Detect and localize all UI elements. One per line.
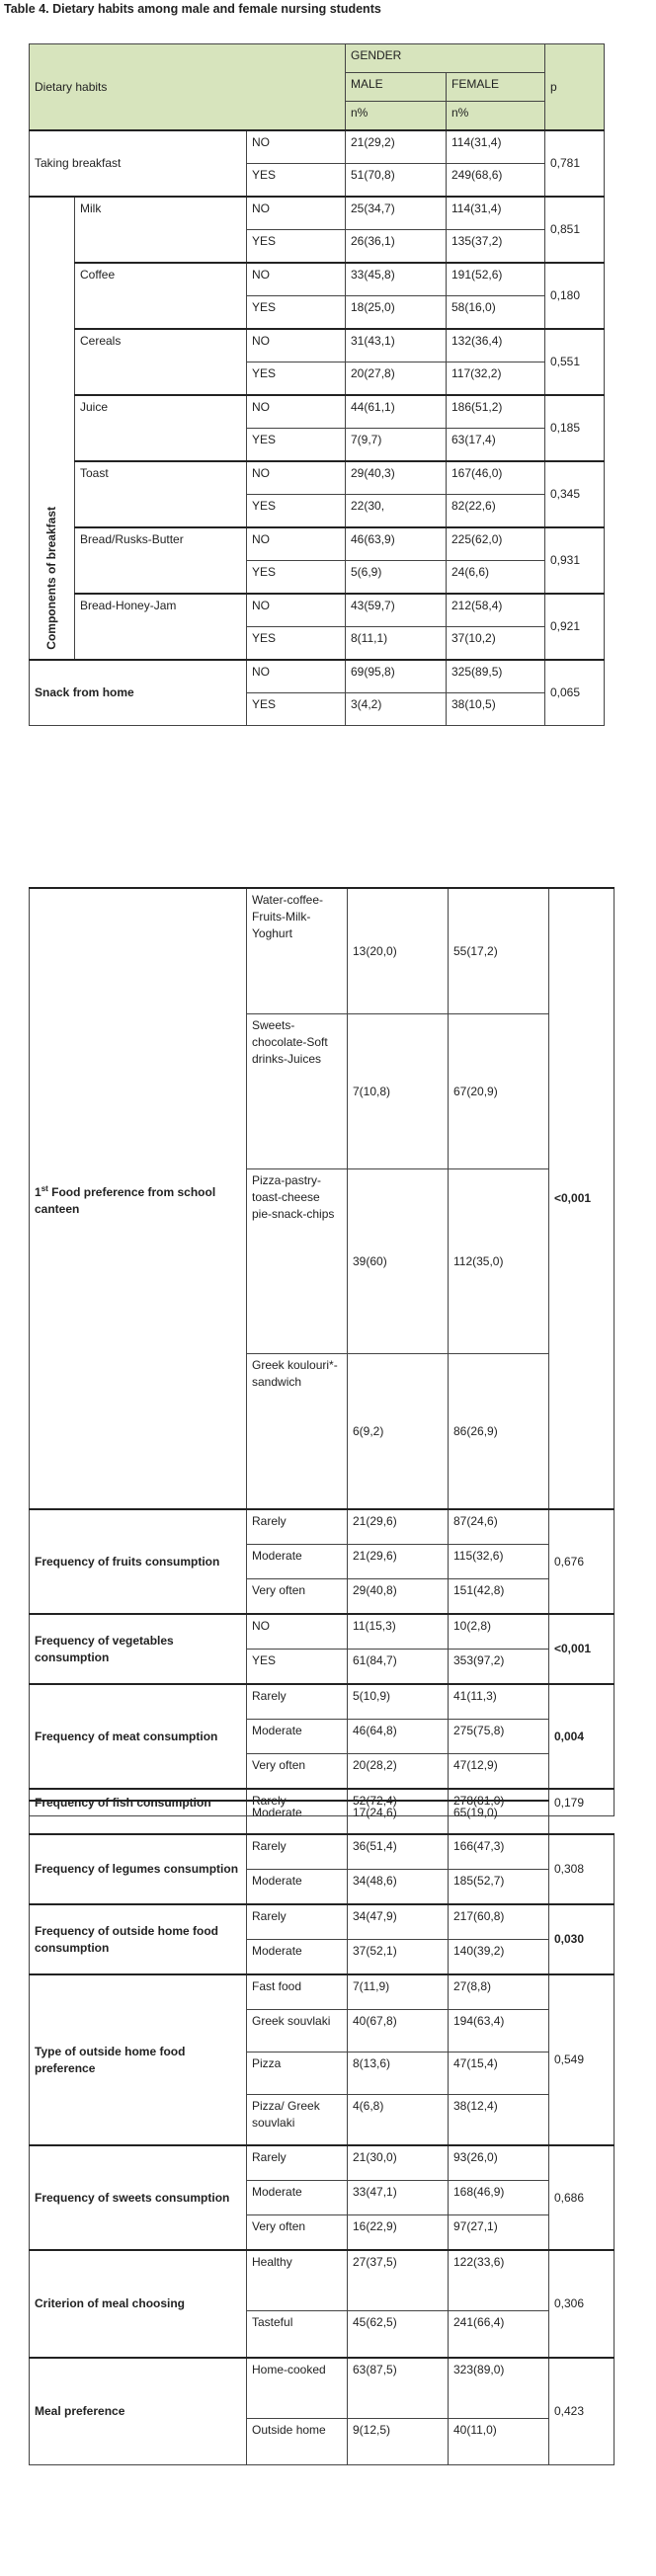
table-row <box>30 527 605 561</box>
row-label: Frequency of fish consumption <box>30 1789 247 1816</box>
row-label: Frequency of legumes consumption <box>30 1834 247 1904</box>
male-value: 16(22,9) <box>348 2215 449 2251</box>
female-value: 112(35,0) <box>449 1169 549 1354</box>
male-value: 39(60) <box>348 1169 449 1354</box>
answer-cell: Sweets-chocolate-Soft drinks-Juices <box>247 1014 348 1169</box>
answer-cell: NO <box>247 1614 348 1650</box>
answer-cell: YES <box>247 230 346 264</box>
female-value: 41(11,3) <box>449 1684 549 1720</box>
p-value: 0,921 <box>545 594 605 660</box>
answer-cell: Water-coffee-Fruits-Milk-Yoghurt <box>247 888 348 1014</box>
female-value: 58(16,0) <box>447 296 545 330</box>
p-value: 0,676 <box>549 1509 615 1614</box>
female-value: 212(58,4) <box>447 594 545 627</box>
p-value: 0,180 <box>545 263 605 329</box>
component-label: Cereals <box>75 329 247 395</box>
female-value: 55(17,2) <box>449 888 549 1014</box>
female-value: 241(66,4) <box>449 2311 549 2359</box>
row-label: Meal preference <box>30 2358 247 2465</box>
components-label-text: Components of breakfast <box>44 507 58 650</box>
table-row <box>30 197 605 230</box>
answer-cell: Rarely <box>247 1789 348 1816</box>
male-value: 61(84,7) <box>348 1650 449 1685</box>
answer-cell: YES <box>247 627 346 661</box>
p-value: 0,030 <box>549 1904 615 1974</box>
answer-cell: Rarely <box>247 1904 348 1940</box>
female-value: 97(27,1) <box>449 2215 549 2251</box>
answer-cell: Home-cooked <box>247 2358 348 2419</box>
dietary-table-part-2 <box>29 887 615 1816</box>
answer-cell: YES <box>247 561 346 595</box>
female-value: 38(10,5) <box>447 693 545 726</box>
female-value: 132(36,4) <box>447 329 545 362</box>
male-value: 21(30,0) <box>348 2145 449 2181</box>
p-value: 0,185 <box>545 395 605 461</box>
answer-cell: Rarely <box>247 1509 348 1545</box>
p-value: 0,781 <box>545 130 605 197</box>
answer-cell: NO <box>247 594 346 627</box>
answer-cell: Very often <box>247 1579 348 1615</box>
p-value: 0,065 <box>545 660 605 726</box>
female-value: 217(60,8) <box>449 1904 549 1940</box>
answer-cell: NO <box>247 660 346 693</box>
table-row <box>30 2250 615 2311</box>
answer-cell: YES <box>247 429 346 462</box>
answer-cell: Pizza/ Greek souvlaki <box>247 2095 348 2146</box>
header-p: p <box>545 44 605 131</box>
female-value: 24(6,6) <box>447 561 545 595</box>
row-label <box>30 888 247 1509</box>
header-gender: GENDER <box>346 44 545 73</box>
female-value: 67(20,9) <box>449 1014 549 1169</box>
dietary-table-part-1 <box>29 43 605 726</box>
p-value: 0,179 <box>549 1789 615 1816</box>
female-value: 114(31,4) <box>447 130 545 164</box>
female-value: 10(2,8) <box>449 1614 549 1650</box>
row-label: Frequency of outside home food consumption <box>30 1904 247 1974</box>
row-label: Snack from home <box>30 660 247 726</box>
female-value: 166(47,3) <box>449 1834 549 1870</box>
table-row <box>30 660 605 693</box>
male-value: 29(40,3) <box>346 461 447 495</box>
answer-cell: Rarely <box>247 1834 348 1870</box>
male-value: 11(15,3) <box>348 1614 449 1650</box>
table-row <box>30 461 605 495</box>
female-value: 225(62,0) <box>447 527 545 561</box>
male-value: 9(12,5) <box>348 2419 449 2465</box>
male-value: 43(59,7) <box>346 594 447 627</box>
row-label: Type of outside home food preference <box>30 1974 247 2145</box>
male-value: 69(95,8) <box>346 660 447 693</box>
answer-cell: Greek souvlaki <box>247 2010 348 2053</box>
female-value: 38(12,4) <box>449 2095 549 2146</box>
answer-cell: YES <box>247 164 346 198</box>
answer-cell: Moderate <box>247 1720 348 1754</box>
header-female: FEMALE <box>447 73 545 102</box>
female-value: 40(11,0) <box>449 2419 549 2465</box>
female-value: 82(22,6) <box>447 495 545 528</box>
male-value: 36(51,4) <box>348 1834 449 1870</box>
male-value: 17(24,6) <box>348 1801 449 1834</box>
answer-cell: Fast food <box>247 1974 348 2010</box>
p-value: <0,001 <box>549 888 615 1509</box>
p-value: 0,345 <box>545 461 605 527</box>
p-value: 0,931 <box>545 527 605 594</box>
female-value: 93(26,0) <box>449 2145 549 2181</box>
answer-cell: Moderate <box>247 1545 348 1579</box>
male-value: 46(64,8) <box>348 1720 449 1754</box>
male-value: 34(48,6) <box>348 1870 449 1905</box>
male-value: 18(25,0) <box>346 296 447 330</box>
male-value: 25(34,7) <box>346 197 447 230</box>
p-value: <0,001 <box>549 1614 615 1684</box>
female-value: 47(15,4) <box>449 2053 549 2095</box>
header-dietary-habits: Dietary habits <box>30 44 346 131</box>
male-value: 6(9,2) <box>348 1354 449 1510</box>
table-row <box>30 1904 615 1940</box>
p-value: 0,549 <box>549 1974 615 2145</box>
female-value: 140(39,2) <box>449 1940 549 1975</box>
female-value: 323(89,0) <box>449 2358 549 2419</box>
answer-cell: Pizza <box>247 2053 348 2095</box>
female-value: 122(33,6) <box>449 2250 549 2311</box>
answer-cell: YES <box>247 693 346 726</box>
answer-cell: NO <box>247 130 346 164</box>
answer-cell: NO <box>247 527 346 561</box>
female-value: 275(75,8) <box>449 1720 549 1754</box>
male-value: 29(40,8) <box>348 1579 449 1615</box>
empty-cell <box>30 1801 247 1834</box>
table-row <box>30 888 615 1014</box>
female-value: 47(12,9) <box>449 1754 549 1790</box>
header-male-unit: n% <box>346 102 447 131</box>
p-value: 0,851 <box>545 197 605 263</box>
component-label: Bread/Rusks-Butter <box>75 527 247 594</box>
table-row <box>30 263 605 296</box>
p-value: 0,308 <box>549 1834 615 1904</box>
male-value: 21(29,2) <box>346 130 447 164</box>
p-value: 0,004 <box>549 1684 615 1789</box>
table-row <box>30 329 605 362</box>
components-label <box>30 197 75 660</box>
male-value: 37(52,1) <box>348 1940 449 1975</box>
female-value: 117(32,2) <box>447 362 545 396</box>
table-row <box>30 1509 615 1545</box>
male-value: 22(30, <box>346 495 447 528</box>
table-row <box>30 2145 615 2181</box>
male-value: 63(87,5) <box>348 2358 449 2419</box>
male-value: 46(63,9) <box>346 527 447 561</box>
table-row <box>30 44 605 73</box>
male-value: 3(4,2) <box>346 693 447 726</box>
row-label: Frequency of meat consumption <box>30 1684 247 1789</box>
answer-cell: Pizza-pastry-toast-cheese pie-snack-chips <box>247 1169 348 1354</box>
table-row <box>30 395 605 429</box>
female-value: 168(46,9) <box>449 2181 549 2215</box>
female-value: 27(8,8) <box>449 1974 549 2010</box>
male-value: 7(9,7) <box>346 429 447 462</box>
component-label: Toast <box>75 461 247 527</box>
answer-cell: Tasteful <box>247 2311 348 2359</box>
male-value: 33(47,1) <box>348 2181 449 2215</box>
table-row <box>30 1801 615 1834</box>
female-value: 185(52,7) <box>449 1870 549 1905</box>
male-value: 21(29,6) <box>348 1509 449 1545</box>
female-value: 278(81,0) <box>449 1789 549 1816</box>
p-value: 0,551 <box>545 329 605 395</box>
table-row <box>30 1684 615 1720</box>
row-label: Frequency of fruits consumption <box>30 1509 247 1614</box>
male-value: 34(47,9) <box>348 1904 449 1940</box>
male-value: 26(36,1) <box>346 230 447 264</box>
table-row <box>30 1834 615 1870</box>
male-value: 5(6,9) <box>346 561 447 595</box>
component-label: Juice <box>75 395 247 461</box>
component-label: Coffee <box>75 263 247 329</box>
female-value: 167(46,0) <box>447 461 545 495</box>
female-value: 115(32,6) <box>449 1545 549 1579</box>
p-value: 0,306 <box>549 2250 615 2358</box>
female-value: 114(31,4) <box>447 197 545 230</box>
male-value: 44(61,1) <box>346 395 447 429</box>
p-value: 0,686 <box>549 2145 615 2250</box>
answer-cell: Moderate <box>247 1940 348 1975</box>
table-row <box>30 1614 615 1650</box>
component-label: Milk <box>75 197 247 263</box>
female-value: 135(37,2) <box>447 230 545 264</box>
male-value: 40(67,8) <box>348 2010 449 2053</box>
female-value: 325(89,5) <box>447 660 545 693</box>
male-value: 13(20,0) <box>348 888 449 1014</box>
table-row <box>30 130 605 164</box>
female-value: 65(19,0) <box>449 1801 549 1834</box>
female-value: 186(51,2) <box>447 395 545 429</box>
answer-cell: YES <box>247 296 346 330</box>
component-label: Bread-Honey-Jam <box>75 594 247 660</box>
male-value: 27(37,5) <box>348 2250 449 2311</box>
female-value: 87(24,6) <box>449 1509 549 1545</box>
answer-cell: Healthy <box>247 2250 348 2311</box>
answer-cell: Very often <box>247 1754 348 1790</box>
male-value: 5(10,9) <box>348 1684 449 1720</box>
row-label: Taking breakfast <box>30 130 247 197</box>
answer-cell: NO <box>247 395 346 429</box>
male-value: 7(11,9) <box>348 1974 449 2010</box>
p-value: 0,423 <box>549 2358 615 2465</box>
female-value: 194(63,4) <box>449 2010 549 2053</box>
answer-cell: NO <box>247 329 346 362</box>
answer-cell: Outside home <box>247 2419 348 2465</box>
table-row <box>30 594 605 627</box>
label-part: 1 <box>35 1184 41 1199</box>
answer-cell: Moderate <box>247 1870 348 1905</box>
label-part: Food preference from school canteen <box>35 1184 216 1216</box>
male-value: 51(70,8) <box>346 164 447 198</box>
answer-cell: NO <box>247 197 346 230</box>
male-value: 33(45,8) <box>346 263 447 296</box>
header-male: MALE <box>346 73 447 102</box>
answer-cell: Rarely <box>247 2145 348 2181</box>
answer-cell: Moderate <box>247 2181 348 2215</box>
row-label: Frequency of sweets consumption <box>30 2145 247 2250</box>
male-value: 20(28,2) <box>348 1754 449 1790</box>
table-row <box>30 2358 615 2419</box>
male-value: 8(11,1) <box>346 627 447 661</box>
dietary-table-part-3 <box>29 1800 615 2465</box>
header-female-unit: n% <box>447 102 545 131</box>
female-value: 37(10,2) <box>447 627 545 661</box>
female-value: 86(26,9) <box>449 1354 549 1510</box>
female-value: 63(17,4) <box>447 429 545 462</box>
answer-cell: NO <box>247 461 346 495</box>
male-value: 8(13,6) <box>348 2053 449 2095</box>
label-sup: st <box>41 1183 48 1193</box>
female-value: 353(97,2) <box>449 1650 549 1685</box>
female-value: 249(68,6) <box>447 164 545 198</box>
answer-cell: NO <box>247 263 346 296</box>
answer-cell: Greek koulouri*-sandwich <box>247 1354 348 1510</box>
row-label: Frequency of vegetables consumption <box>30 1614 247 1684</box>
female-value: 151(42,8) <box>449 1579 549 1615</box>
male-value: 7(10,8) <box>348 1014 449 1169</box>
table-row <box>30 1974 615 2010</box>
answer-cell: Moderate <box>247 1801 348 1834</box>
answer-cell: YES <box>247 362 346 396</box>
answer-cell: Very often <box>247 2215 348 2251</box>
table-title: Table 4. Dietary habits among male and female nursing students <box>4 2 381 16</box>
male-value: 20(27,8) <box>346 362 447 396</box>
male-value: 4(6,8) <box>348 2095 449 2146</box>
answer-cell: Rarely <box>247 1684 348 1720</box>
answer-cell: YES <box>247 495 346 528</box>
male-value: 21(29,6) <box>348 1545 449 1579</box>
male-value: 52(72,4) <box>348 1789 449 1816</box>
row-label: Criterion of meal choosing <box>30 2250 247 2358</box>
female-value: 191(52,6) <box>447 263 545 296</box>
male-value: 45(62,5) <box>348 2311 449 2359</box>
answer-cell: YES <box>247 1650 348 1685</box>
male-value: 31(43,1) <box>346 329 447 362</box>
